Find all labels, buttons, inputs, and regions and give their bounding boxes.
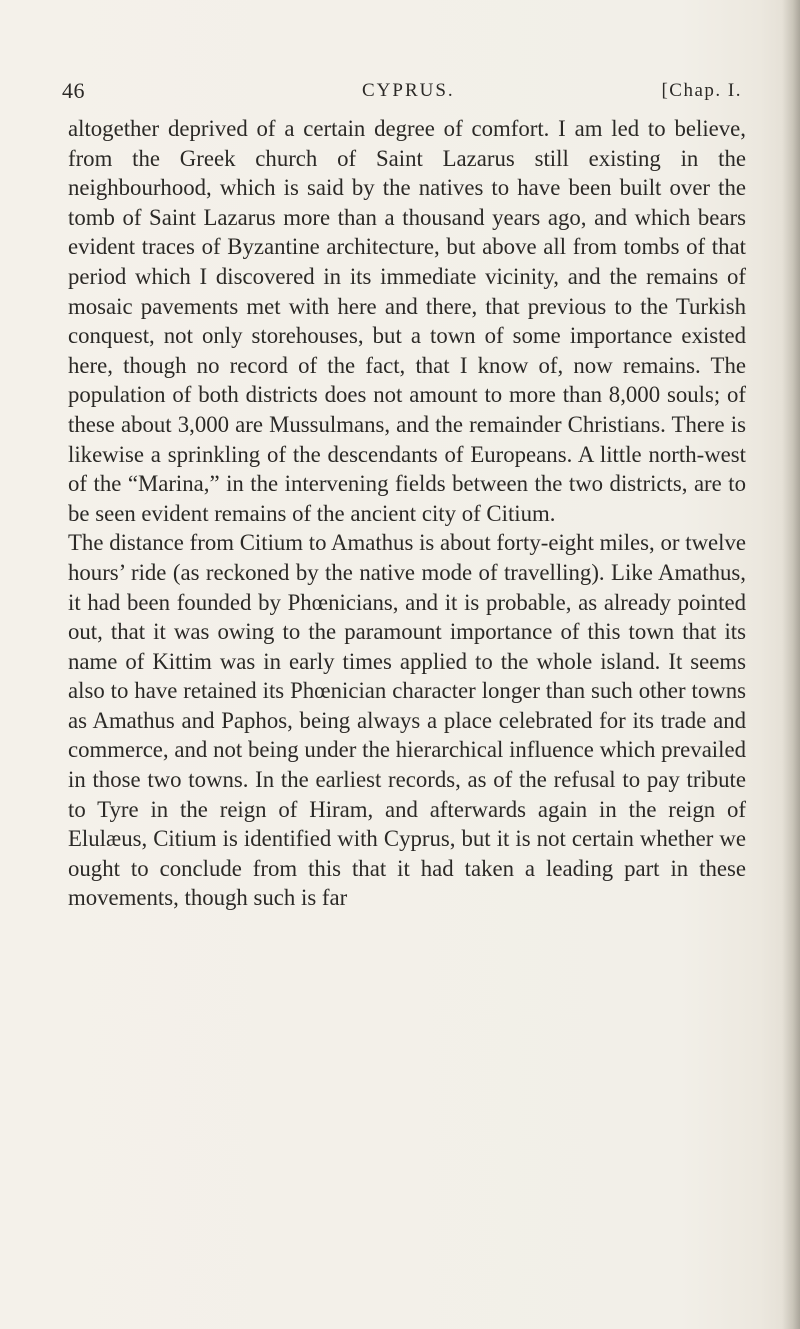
page-header (62, 78, 742, 108)
running-head: CYPRUS. (362, 80, 455, 101)
page-edge-shadow (782, 0, 800, 1329)
chapter-reference: [Chap. I. (661, 80, 742, 101)
body-text (68, 114, 746, 913)
page-number: 46 (62, 78, 85, 103)
paragraph: The distance from Citium to Amathus is about forty-eight miles, or twelve hours’ ride (as reckoned by the native mode of travelling). Like Amathus, it had been founded by Phœnicians, and it is probable, as already pointed out, that it was owing to the paramount importance of this town that its name of Kittim was in early times applied to the whole island. It seems also to have retained its Phœnician character longer than such other towns as Amathus and Paphos, being always a place celebrated for its trade and commerce, and not being under the hierarchical influence which prevailed in those two towns. In the earliest records, as of the refusal to pay tribute to Tyre in the reign of Hiram, and afterwards again in the reign of Elulæus, Citium is identified with Cyprus, but it is not certain whether we ought to conclude from this that it had taken a leading part in these movements, though such is far (68, 530, 746, 911)
paragraph: altogether deprived of a certain degree of comfort. I am led to believe, from the Greek church of Saint Lazarus still existing in the neighbourhood, which is said by the natives to have been built over the tomb of Saint Lazarus more than a thousand years ago, and which bears evident traces of Byzantine architecture, but above all from tombs of that period which I discovered in its immediate vicinity, and the remains of mosaic pavements met with here and there, that previous to the Turkish conquest, not only storehouses, but a town of some importance existed here, though no record of the fact, that I know of, now remains. The population of both districts does not amount to more than 8,000 souls; of these about 3,000 are Mussulmans, and the remainder Christians. There is likewise a sprinkling of the descendants of Europeans. A little north-west of the “Marina,” in the intervening fields between the two districts, are to be seen evident remains of the ancient city of Citium. (68, 116, 746, 526)
